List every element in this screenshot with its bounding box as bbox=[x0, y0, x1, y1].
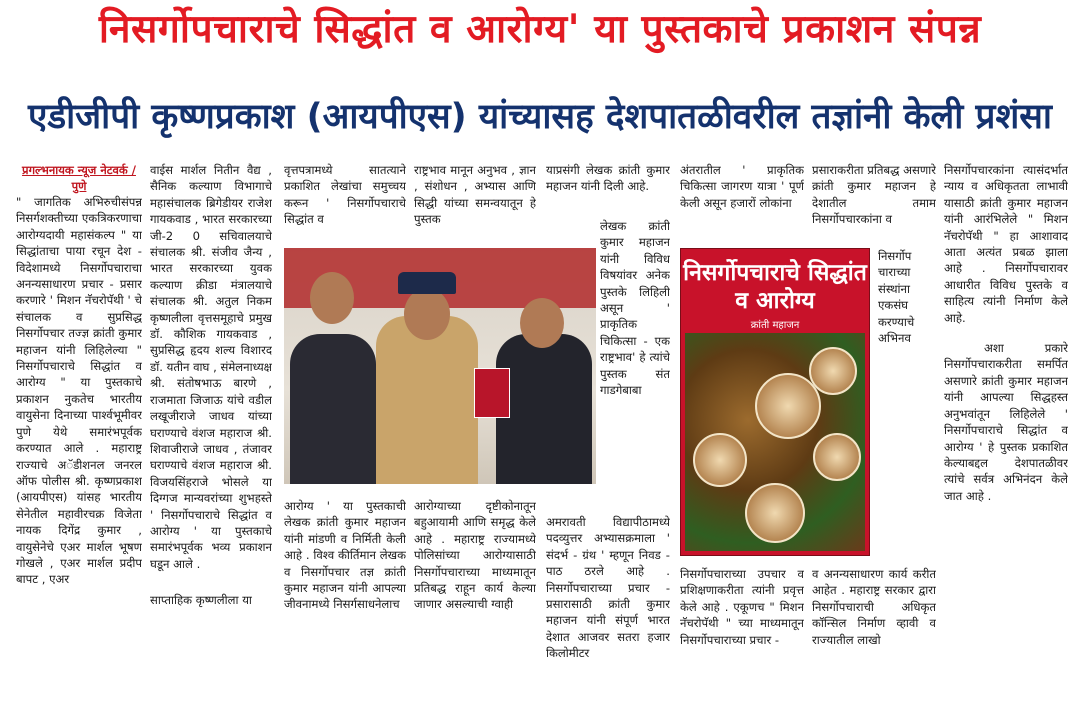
column-5-bottom bbox=[546, 514, 670, 702]
column-7-bottom bbox=[812, 566, 936, 702]
byline: प्रगल्भनायक न्यूज नेटवर्क / पुणे bbox=[22, 163, 136, 193]
column-7-mid bbox=[878, 248, 936, 554]
column-8-text-2: अशा प्रकारे निसर्गोपचाराकरीता समर्पित असणारे क्रांती कुमार महाजन यांनी आपल्या सिद्धहस्त अनुभवांतून लिहिलेले ' निसर्गोपचाराचे सिद्धांत व आरोग्य ' हे पुस्तक प्रकाशित केल्याबद्दल देशपातळीवर त्यांचे सर्वत्र अभिनंदन केले जात आहे . bbox=[944, 341, 1068, 503]
column-6-bottom-text: निसर्गोपचाराच्या उपचार व प्रशिक्षणाकरीता त्यांनी प्रवृत्त केले आहे . एकूणच " मिशन नॅचरोपॅथी " च्या माध्यमातून निसर्गोपचाराच्या प्रचार - bbox=[680, 567, 804, 647]
column-6-top-text: अंतरातील ' प्राकृतिक चिकित्सा जागरण यात्रा ' पूर्ण केली असून हजारों लोकांना bbox=[680, 163, 804, 210]
column-7-bottom-text: व अनन्यसाधारण कार्य करीत आहेत . महाराष्ट्र सरकार द्वारा निसर्गोपचाराची अधिकृत कॉन्सिल निर्माण व्हावी व राज्यातील लाखो bbox=[812, 567, 936, 647]
book-title: निसर्गोपचाराचे सिद्धांत व आरोग्य bbox=[683, 260, 867, 314]
person-officer-head bbox=[404, 288, 450, 340]
column-5-bottom-text: अमरावती विद्यापीठामध्ये पदव्युत्तर अभ्यासक्रमाला ' संदर्भ - ग्रंथ ' म्हणून निवड - पाठ ठरले आहे . निसर्गोपचाराच्या प्रचार - प्रसारासाठी क्रांती कुमार महाजन यांनी संपूर्ण भारत देशात आजवर सतरा हजार किलोमीटर bbox=[546, 515, 670, 661]
headline: निसर्गोपचाराचे सिद्धांत व आरोग्य' या पुस्तकाचे प्रकाशन संपन्न bbox=[98, 7, 982, 52]
column-5-mid bbox=[600, 218, 670, 500]
officer-cap bbox=[398, 272, 456, 294]
launch-photo bbox=[284, 248, 596, 484]
column-2 bbox=[150, 162, 272, 702]
person-left-head bbox=[310, 272, 354, 324]
book-in-hand bbox=[474, 368, 510, 418]
column-8-text: निसर्गोपचारकांना त्यासंदर्भात न्याय व अधिकृतता लाभावी यासाठी क्रांती कुमार महाजन यांनी आरंभिलेले " मिशन नॅचरोपॅथी " हा आशावाद आता अत्यंत प्रबळ झाला आहे . निसर्गोपचारावर आधारीत विविध पुस्तके व साहित्य त्यांनी निर्माण केले आहे. bbox=[944, 163, 1068, 325]
book-cover-art bbox=[685, 333, 865, 551]
column-4-bottom-text: आरोग्याच्या दृष्टीकोनातून बहुआयामी आणि समृद्ध केले आहे . महाराष्ट्र राज्यामध्ये पोलिसांच्या आरोग्यासाठी निसर्गोपचाराच्या माध्यमातून प्रतिबद्ध राहून कार्य केल्या जाणार असल्याची ग्वाही bbox=[414, 499, 536, 612]
person-left bbox=[290, 334, 376, 484]
column-1-text: " जागतिक अभिरुचीसंपन्न निसर्गशक्तीच्या एकत्रिकरणाचा आरोग्यदायी महासंकल्प " या सिद्धांताचा पाया रचून देश - विदेशामध्ये निसर्गोपचाराचा अनन्यसाधारण प्रचार - प्रसार करणारे ' मिशन नॅचरोपॅथी ' चे संचालक व सुप्रसिद्ध निसर्गोपचार तज्ज्ञ क्रांती कुमार महाजन यांनी लिहिलेल्या " निसर्गोपचाराचे सिद्धांत व आरोग्य " या पुस्तकाचे प्रकाशन नुकतेच भारतीय वायुसेना दिनाच्या पार्श्वभूमीवर पुणे येथे समारंभपूर्वक करण्यात आले . महाराष्ट्र राज्याचे अॅडीशनल जनरल ऑफ पोलीस श्री. कृष्णप्रकाश (आयपीएस) यांसह भारतीय सेनेतील महावीरचक्र विजेता नायक दिगेंद्र कुमार , वायुसेनेचे एअर मार्शल भूषण गोखले , एअर मार्शल प्रदीप बापट , एअर bbox=[16, 195, 142, 587]
column-3-bottom bbox=[284, 498, 406, 702]
book-author: क्रांती महाजन bbox=[750, 320, 800, 331]
person-right bbox=[496, 334, 592, 484]
herb-plate bbox=[809, 347, 857, 395]
column-7-top bbox=[812, 162, 936, 244]
column-4-bottom bbox=[414, 498, 536, 702]
column-8 bbox=[944, 162, 1068, 702]
column-5-top-text: याप्रसंगी लेखक क्रांती कुमार महाजन यांनी दिली आहे. bbox=[546, 163, 670, 194]
column-7-mid-text: निसर्गोप चाराच्या संस्थांना एकसंघ करण्याचे अभिनव bbox=[878, 249, 915, 346]
column-7-top-text: प्रसाराकरीता प्रतिबद्ध असणारे क्रांती कुमार महाजन हे देशातील तमाम निसर्गोपचारकांना व bbox=[812, 163, 936, 227]
subheadline: एडीजीपी कृष्णप्रकाश (आयपीएस) यांच्यासह देशपातळीवरील तज्ञांनी केली प्रशंसा bbox=[28, 97, 1052, 137]
column-2-end: साप्ताहिक कृष्णलीला या bbox=[150, 593, 252, 608]
book-cover bbox=[680, 248, 870, 556]
column-4-top-text: राष्ट्रभाव मानून अनुभव , ज्ञान , संशोधन , अभ्यास आणि सिद्धी यांच्या समन्वयातून हे पुस्तक bbox=[414, 163, 536, 227]
herb-plate bbox=[693, 433, 747, 487]
column-2-text: वाईस मार्शल नितीन वैद्य , सैनिक कल्याण विभागाचे महासंचालक ब्रिगेडीयर राजेश गायकवाड , भारत सरकारच्या जी-2 0 सचिवालयाचे संचालक श्री. संजीव जैन्य , भारत सरकारच्या युवक कल्याण क्रीडा मंत्रालयाचे संचालक श्री. अतुल निकम कृष्णलीला वृत्तसमूहाचे प्रमुख डॉ. कौशिक गायकवाड , सुप्रसिद्ध हृदय शल्य विशारद डॉ. यतीन वाघ , संमेलनाध्यक्ष श्री. संतोषभाऊ बारणे , राजमाता जिजाऊ यांचे वडील लखूजीराजे जाधव यांच्या घराण्याचे वंशज महाराज श्री. शिवाजीराजे जाधव , तंजावर घराण्याचे वंशज महाराज श्री. विजयसिंहराजे भोसले या दिग्गज मान्यवरांच्या शुभहस्ते ' निसर्गोपचाराचे सिद्धांत व आरोग्य ' या पुस्तकाचे समारंभपूर्वक भव्य प्रकाशन घडून आले . bbox=[150, 163, 272, 571]
herb-plate bbox=[813, 433, 861, 481]
column-4-top bbox=[414, 162, 536, 244]
column-1 bbox=[16, 162, 142, 702]
column-6-top bbox=[680, 162, 804, 244]
person-officer bbox=[376, 316, 478, 484]
column-3-top bbox=[284, 162, 406, 244]
column-3-top-text: वृत्तपत्रामध्ये सातत्याने प्रकाशित लेखांचा समुच्चय करून ' निसर्गोपचाराचे सिद्धांत व bbox=[284, 163, 406, 227]
column-6-bottom bbox=[680, 566, 804, 702]
herb-plate bbox=[745, 483, 805, 543]
herb-bowl bbox=[755, 373, 821, 439]
column-5-mid-text: लेखक क्रांती कुमार महाजन यांनी विविध विषयांवर अनेक पुस्तके लिहिली असून ' प्राकृतिक चिकित्सा - एक राष्ट्रभाव' हे त्यांचे पुस्तक संत गाडगेबाबा bbox=[600, 219, 670, 398]
column-3-bottom-text: आरोग्य ' या पुस्तकाची लेखक क्रांती कुमार महाजन यांनी मांडणी व निर्मिती केली आहे . विश्व कीर्तिमान लेखक व निसर्गोपचार तज्ञ क्रांती कुमार महाजन यांनी आपल्या जीवनामध्ये निसर्गसाधनेलाच bbox=[284, 499, 406, 612]
person-right-head bbox=[520, 298, 564, 348]
